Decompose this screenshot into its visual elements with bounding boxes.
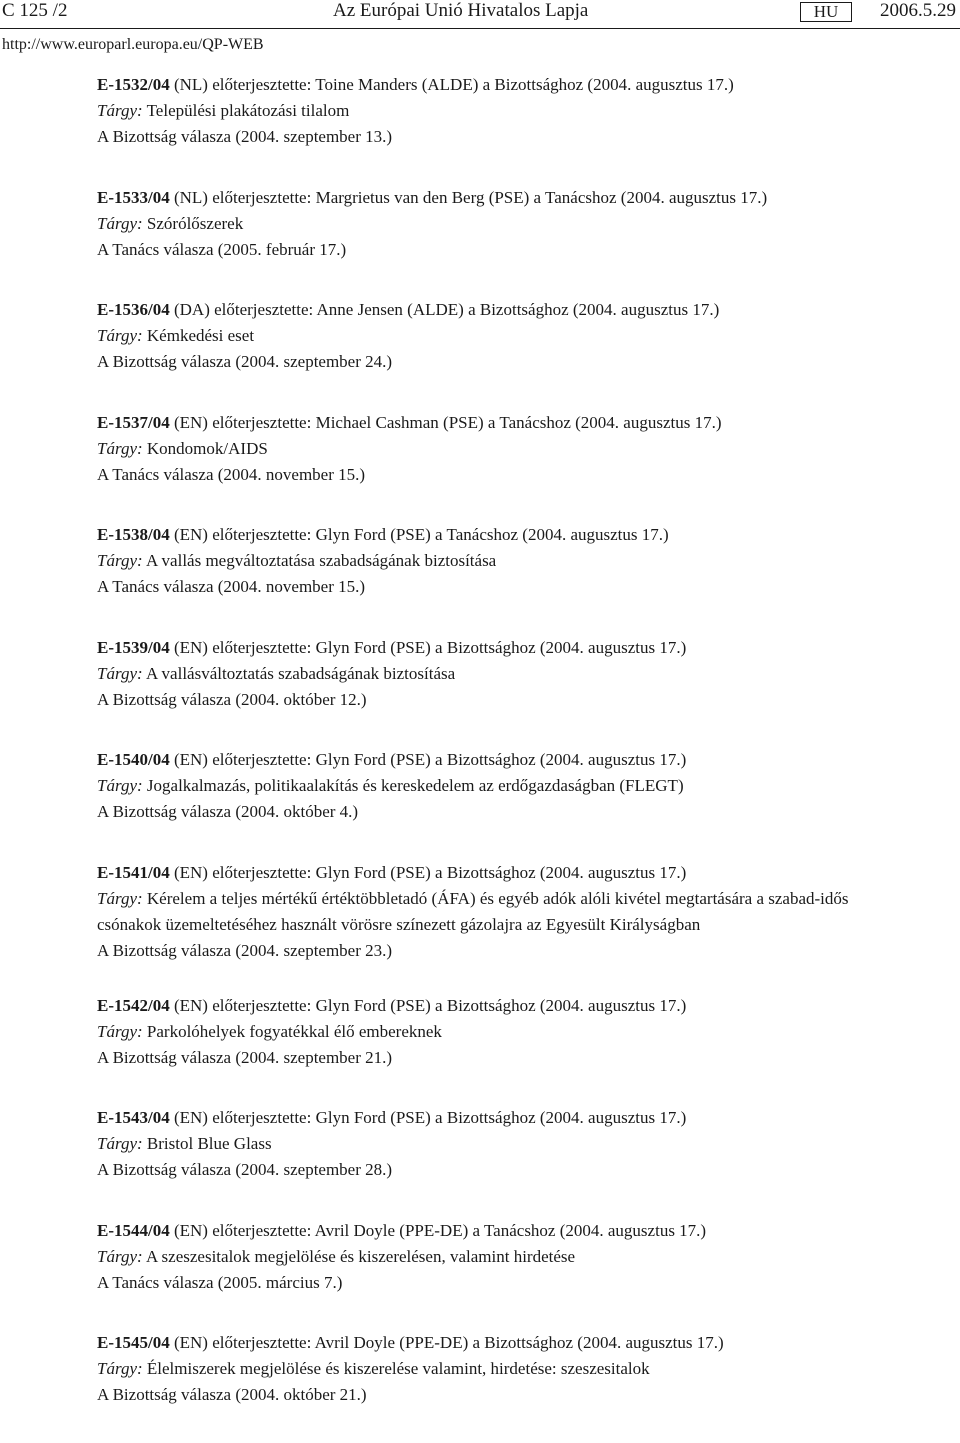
subject-label: Tárgy:: [97, 888, 143, 908]
subject-text: A vallásváltoztatás szabadságának biztosítása: [142, 663, 456, 683]
question-subject: [97, 886, 877, 938]
question-heading: [97, 635, 877, 661]
page-header: [0, 0, 960, 28]
question-intro: (EN) előterjesztette: Michael Cashman (PSE) a Tanácshoz (2004. augusztus 17.): [169, 412, 722, 432]
question-entry: [97, 522, 877, 635]
question-subject: [97, 436, 877, 462]
header-divider: [0, 28, 960, 29]
question-number: E-1539/04: [97, 637, 170, 657]
subject-text: Jogalkalmazás, politikaalakítás és kereskedelem az erdőgazdaságban (FLEGT): [142, 776, 684, 795]
question-subject: [97, 1131, 877, 1157]
question-subject: [97, 548, 877, 574]
answer-line: A Bizottság válasza (2004. szeptember 21.): [97, 1047, 393, 1067]
answer-line: A Bizottság válasza (2004. október 21.): [97, 1385, 367, 1404]
question-number: E-1543/04: [97, 1108, 170, 1127]
question-subject: [97, 98, 877, 124]
subject-label: Tárgy:: [97, 663, 143, 683]
question-number: E-1537/04: [97, 412, 170, 432]
answer-line: A Bizottság válasza (2004. szeptember 28.): [97, 1160, 393, 1179]
question-intro: (DA) előterjesztette: Anne Jensen (ALDE) a Bizottsághoz (2004. augusztus 17.): [169, 300, 720, 319]
subject-label: Tárgy:: [97, 551, 143, 570]
answer-line: A Bizottság válasza (2004. október 4.): [97, 802, 359, 821]
subject-label: Tárgy:: [97, 1359, 143, 1378]
subject-text: Parkolóhelyek fogyatékkal élő embereknek: [142, 1021, 442, 1041]
question-heading: [97, 522, 877, 548]
subject-label: Tárgy:: [97, 101, 143, 120]
question-subject: [97, 211, 877, 237]
question-number: E-1545/04: [97, 1333, 170, 1352]
question-heading: [97, 297, 877, 323]
subject-label: Tárgy:: [97, 326, 143, 345]
question-intro: (EN) előterjesztette: Glyn Ford (PSE) a Bizottsághoz (2004. augusztus 17.): [169, 637, 687, 657]
answer-line: A Tanács válasza (2005. február 17.): [97, 239, 347, 259]
subject-label: Tárgy:: [97, 776, 143, 795]
question-entry: [97, 1218, 877, 1331]
question-heading: [97, 410, 877, 436]
subject-label: Tárgy:: [97, 1246, 143, 1266]
question-intro: (EN) előterjesztette: Glyn Ford (PSE) a Bizottsághoz (2004. augusztus 17.): [169, 862, 687, 882]
question-entry: [97, 297, 877, 410]
question-entry: [97, 635, 877, 748]
subject-text: Kémkedési eset: [142, 326, 255, 345]
question-intro: (NL) előterjesztette: Toine Manders (ALDE) a Bizottsághoz (2004. augusztus 17.): [169, 75, 734, 94]
question-subject: [97, 773, 877, 799]
question-intro: (EN) előterjesztette: Avril Doyle (PPE-DE) a Tanácshoz (2004. augusztus 17.): [169, 1220, 707, 1240]
question-intro: (EN) előterjesztette: Glyn Ford (PSE) a Bizottsághoz (2004. augusztus 17.): [169, 995, 687, 1015]
answer-line: A Bizottság válasza (2004. szeptember 24.): [97, 352, 393, 371]
question-intro: (EN) előterjesztette: Avril Doyle (PPE-DE) a Bizottsághoz (2004. augusztus 17.): [169, 1333, 724, 1352]
question-entry: [97, 410, 877, 523]
question-heading: [97, 1218, 877, 1244]
question-number: E-1533/04: [97, 187, 170, 207]
answer-line: A Bizottság válasza (2004. szeptember 23.): [97, 940, 393, 960]
question-entry: [97, 1330, 877, 1443]
subject-text: A vallás megváltoztatása szabadságának biztosítása: [142, 551, 497, 570]
language-badge: HU: [800, 2, 852, 22]
subject-text: Élelmiszerek megjelölése és kiszerelése valamint, hirdetése: szeszesitalok: [142, 1359, 650, 1378]
source-url-link[interactable]: http://www.europarl.europa.eu/QP-WEB: [2, 36, 264, 53]
question-heading: [97, 1105, 877, 1131]
subject-text: Szórólőszerek: [142, 213, 244, 233]
question-heading: [97, 185, 877, 211]
question-number: E-1540/04: [97, 750, 170, 769]
question-intro: (EN) előterjesztette: Glyn Ford (PSE) a Bizottsághoz (2004. augusztus 17.): [169, 750, 687, 769]
question-number: E-1542/04: [97, 995, 170, 1015]
question-entry: [97, 1105, 877, 1218]
question-subject: [97, 323, 877, 349]
subject-label: Tárgy:: [97, 1021, 143, 1041]
question-heading: [97, 993, 877, 1019]
journal-title: Az Európai Unió Hivatalos Lapja: [333, 0, 589, 21]
subject-text: Bristol Blue Glass: [142, 1134, 272, 1153]
answer-line: A Tanács válasza (2004. november 15.): [97, 464, 366, 484]
question-list: [97, 72, 877, 1443]
question-subject: [97, 1356, 877, 1382]
question-number: E-1541/04: [97, 862, 170, 882]
answer-line: A Bizottság válasza (2004. szeptember 13.): [97, 127, 393, 146]
question-heading: [97, 747, 877, 773]
answer-line: A Tanács válasza (2005. március 7.): [97, 1272, 343, 1292]
question-heading: [97, 1330, 877, 1356]
question-heading: [97, 860, 877, 886]
question-number: E-1532/04: [97, 75, 170, 94]
question-entry: [97, 993, 877, 1106]
answer-line: A Bizottság válasza (2004. október 12.): [97, 689, 367, 709]
question-subject: [97, 1019, 877, 1045]
question-number: E-1538/04: [97, 525, 170, 544]
question-entry: [97, 72, 877, 185]
subject-text: Kérelem a teljes mértékű értéktöbbletadó (ÁFA) és egyéb adók alóli kivétel megtartására a szabad-idős csónakok üzemeltetéséhez használt vörösre színezett gázolajra az Egyesült Királyságban: [97, 888, 849, 934]
page-reference: C 125 /2: [2, 0, 68, 21]
question-intro: (EN) előterjesztette: Glyn Ford (PSE) a Bizottsághoz (2004. augusztus 17.): [169, 1108, 687, 1127]
question-number: E-1536/04: [97, 300, 170, 319]
publication-date: 2006.5.29: [880, 0, 956, 21]
question-entry: [97, 860, 877, 993]
subject-text: Települési plakátozási tilalom: [142, 101, 350, 120]
question-entry: [97, 747, 877, 860]
subject-text: Kondomok/AIDS: [142, 438, 268, 458]
subject-label: Tárgy:: [97, 438, 143, 458]
question-intro: (NL) előterjesztette: Margrietus van den Berg (PSE) a Tanácshoz (2004. augusztus 17.): [169, 187, 768, 207]
question-number: E-1544/04: [97, 1220, 170, 1240]
answer-line: A Tanács válasza (2004. november 15.): [97, 577, 366, 596]
question-intro: (EN) előterjesztette: Glyn Ford (PSE) a Tanácshoz (2004. augusztus 17.): [169, 525, 669, 544]
question-heading: [97, 72, 877, 98]
subject-text: A szeszesitalok megjelölése és kiszerelésen, valamint hirdetése: [142, 1246, 576, 1266]
question-subject: [97, 1244, 877, 1270]
question-subject: [97, 661, 877, 687]
question-entry: [97, 185, 877, 298]
subject-label: Tárgy:: [97, 213, 143, 233]
subject-label: Tárgy:: [97, 1134, 143, 1153]
